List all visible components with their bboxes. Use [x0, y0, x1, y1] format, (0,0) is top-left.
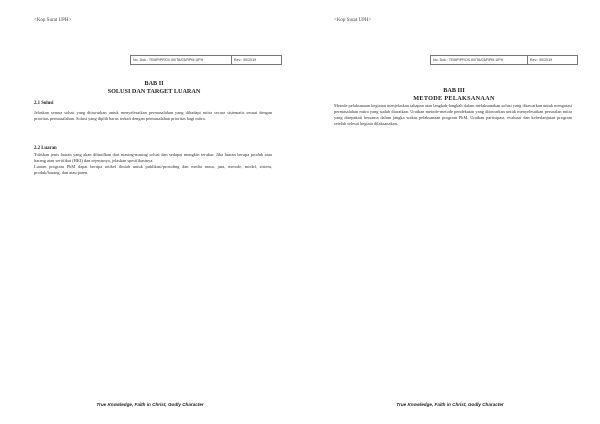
- document-number: No. Dok.: TEMP/PROX.00/TA/03/RPM-UPH: [131, 56, 232, 64]
- chapter-heading: [334, 87, 574, 103]
- section-metode: [334, 103, 572, 127]
- right-page: [300, 0, 600, 424]
- revision-number: Rev.: 00/2019: [234, 58, 257, 62]
- chapter-number: BAB II: [144, 80, 164, 87]
- chapter-number: BAB III: [443, 87, 465, 94]
- section-paragraph: Metode pelaksanaan kegiatan menjelaskan tahapan atau langkah-langkah dalam melaksanakan solusi yang ditawarkan untuk mengatasi permasalahan mitra yang sudah diuraikan. Uraikan metode-metode pendekatan yang ditawarkan untuk menyelesaikan persoalan mitra yang disepakati bersama dalam jangka waktu pelaksanaan program PkM. Uraikan partisipasi, evaluasi dan keberlanjutan program setelah selesai kegiata dilaksanakan.: [334, 103, 572, 126]
- section-luaran: [34, 146, 272, 176]
- section-heading: 2.2 Luaran: [34, 146, 57, 151]
- letterhead-placeholder: <Kop Surat UPH>: [34, 18, 72, 23]
- page-footer: True Knowledge, Faith in Christ, Godly Character: [96, 402, 204, 407]
- document-info-box: [130, 55, 282, 65]
- document-info-box: [430, 55, 578, 65]
- letterhead-placeholder: <Kop Surat UPH>: [334, 18, 372, 23]
- chapter-title: SOLUSI DAN TARGET LUARAN: [107, 88, 201, 95]
- section-solusi: [34, 101, 272, 122]
- section-heading: 2.1 Solusi: [34, 101, 54, 106]
- section-paragraph: Tuliskan jenis luaran yang akan dihasilkan dari masing-masing solusi dan sedapat mungkin terukur. Jika luaran berupa produk atau barang atau sertifikat (HKI) dan sejenisnya, jelaskan spesifikasinya.: [34, 152, 272, 163]
- section-paragraph: Jelaskan semua solusi yang ditawarkan untuk menyelesaikan permasalahan yang dihadapi mitra secara sistematis sesuai dengan prioritas permasalahan. Solusi yang diplih harus terkait dengan permasalahan prioritas bagi mitra.: [34, 110, 272, 121]
- chapter-title: METODE PELAKSANAAN: [413, 95, 495, 102]
- chapter-heading: [34, 80, 274, 96]
- revision-number: Rev.: 00/2019: [530, 58, 553, 62]
- document-number: No. Dok.: TEMP/PROX.00/TA/03/RPM-UPH: [431, 56, 528, 64]
- page-footer: True Knowledge, Faith in Christ, Godly Character: [396, 402, 504, 407]
- section-paragraph: Luaran program PkM dapat berupa artikel ilmiah untuk publikasi/prosiding dan media masa, jasa, metode, model, sistem, produk/barang, dan atau paten.: [34, 164, 272, 175]
